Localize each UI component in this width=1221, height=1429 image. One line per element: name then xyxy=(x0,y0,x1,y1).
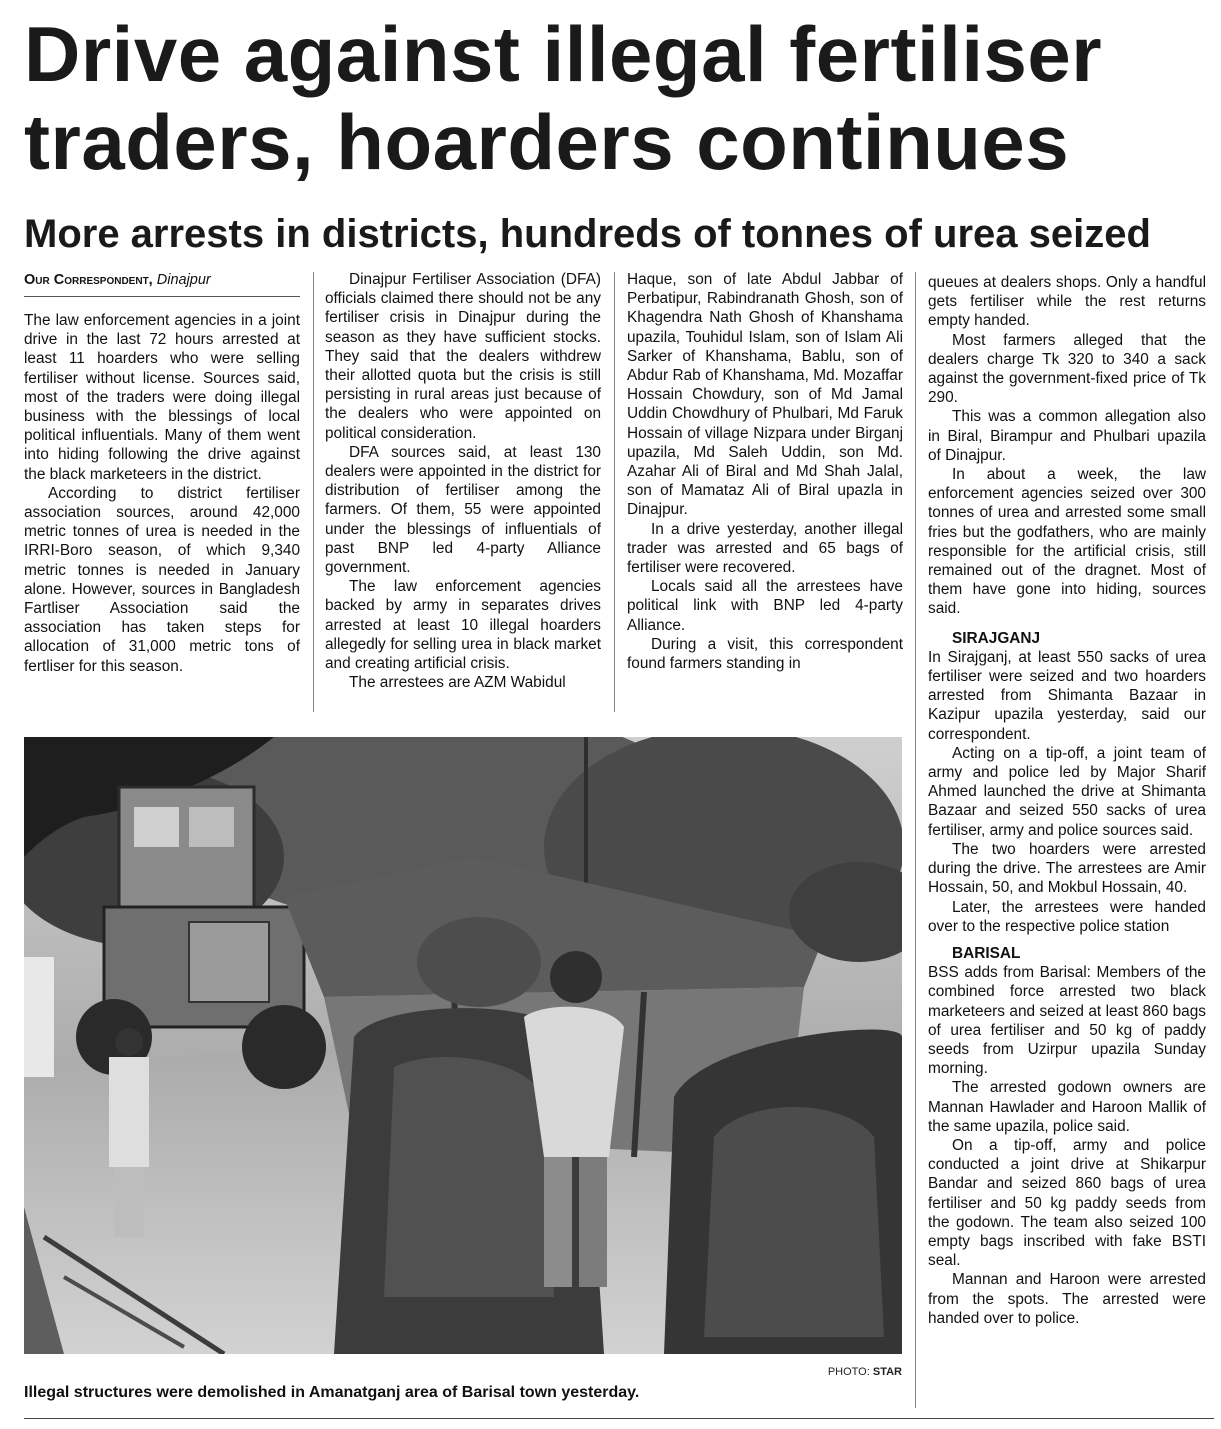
paragraph: Acting on a tip-off, a joint team of army and police led by Major Sharif Ahmed launched the drive at Shimanta Bazaar and seized 550 sacks of urea fertiliser, army and police sources said. xyxy=(928,744,1206,839)
paragraph: queues at dealers shops. Only a handful gets fertiliser while the rest returns empty handed. xyxy=(928,274,1206,330)
section-heading-barisal: BARISAL xyxy=(952,944,1021,962)
paragraph: The law enforcement agencies backed by army in separates drives arrested at least 10 illegal hoarders allegedly for selling urea in black market and creating artificial crisis. xyxy=(325,578,601,673)
paragraph: In about a week, the law enforcement agencies seized over 300 tonnes of urea and arrested some small fries but the godfathers, who are mainly responsible for the artificial crisis, still remained out of the dragnet. Most of them have gone into hiding, sources said. xyxy=(928,466,1206,618)
paragraph: During a visit, this correspondent found farmers standing in xyxy=(627,635,903,673)
paragraph: Locals said all the arrestees have political link with BNP led 4-party Alliance. xyxy=(627,578,903,634)
column-divider xyxy=(614,272,615,712)
paragraph: Dinajpur Fertiliser Association (DFA) officials claimed there should not be any fertiliser crisis in Dinajpur during the season as they have sufficient stocks. They said that the dealers withdrew their allotted quota but the crisis is still persisting in rural areas just because of the dealers who were appointed on political consideration. xyxy=(325,271,601,442)
paragraph: Most farmers alleged that the dealers charge Tk 320 to 340 a sack against the government-fixed price of Tk 290. xyxy=(928,331,1206,407)
column-divider xyxy=(313,272,314,712)
article-column-3 xyxy=(627,270,903,673)
headline-line-2: traders, hoarders continues xyxy=(24,98,1070,186)
spacer xyxy=(24,301,300,311)
photo-credit-source: STAR xyxy=(872,1366,902,1378)
headline xyxy=(24,10,1214,186)
byline-place: Dinajpur xyxy=(156,272,211,288)
byline-author: Our Correspondent, xyxy=(24,272,153,288)
paragraph: The arrestees are AZM Wabidul xyxy=(349,674,566,692)
paragraph: This was a common allegation also in Biral, Birampur and Phulbari upazila of Dinajpur. xyxy=(928,408,1206,464)
section-heading-sirajganj: SIRAJGANJ xyxy=(952,629,1041,647)
byline xyxy=(24,270,300,297)
paragraph: On a tip-off, army and police conducted a joint drive at Shikarpur Bandar and seized 860 bags of urea fertiliser and 50 kg paddy seeds from the godown. The team also seized 100 empty bags inscribed with fake BSTI seal. xyxy=(928,1136,1206,1270)
paragraph: In a drive yesterday, another illegal trader was arrested and 65 bags of fertiliser were recovered. xyxy=(627,520,903,577)
paragraph: Haque, son of late Abdul Jabbar of Perbatipur, Rabindranath Ghosh, son of Khagendra Nath Ghosh of Khanshama upazila, Touhidul Islam, son of Islam Ali Sarker of Khanshama, Bablu, son of Abdur Rab of Khanshama, Md. Mozaffar Hossain Chowdury, son of Md Jamal Uddin Chowdhury of Phulbari, Md Faruk Hossain of village Nizpara under Birganj upazila, Md Saleh Uddin, son Md. Azahar Ali of Biral and Md Shah Jalal, son of Mamataz Ali of Biral upazla in Dinajpur. xyxy=(627,271,903,519)
article-column-2 xyxy=(325,270,601,692)
article-column-1 xyxy=(24,270,300,676)
photo-caption: Illegal structures were demolished in Amanatganj area of Barisal town yesterday. xyxy=(24,1384,640,1401)
paragraph: Later, the arrestees were handed over to the respective police station xyxy=(928,898,1206,935)
column-divider xyxy=(915,272,916,1408)
news-photo xyxy=(24,737,902,1354)
photo-credit-prefix: PHOTO: xyxy=(827,1366,870,1378)
paragraph: The arrested godown owners are Mannan Hawlader and Haroon Mallik of the same upazila, police said. xyxy=(928,1079,1206,1135)
subheadline: More arrests in districts, hundreds of tonnes of urea seized xyxy=(24,212,1151,256)
headline-line-1: Drive against illegal fertiliser xyxy=(24,10,1103,98)
paragraph: BSS adds from Barisal: Members of the combined force arrested two black marketeers and seized at least 860 bags of urea fertiliser and 50 kg of paddy seeds from Uzirpur upazila Sunday morning. xyxy=(928,964,1206,1078)
paragraph: According to district fertiliser association sources, around 42,000 metric tonnes of urea is needed in the IRRI-Boro season, of which 9,340 metric tonnes is needed in January alone. However, sources in Bangladesh Fartliser Association said the association has taken steps for allocation of 31,000 metric tons of fertliser for this season. xyxy=(24,484,300,675)
paragraph: In Sirajganj, at least 550 sacks of urea fertiliser were seized and two hoarders arrested from Shimanta Bazaar in Kazipur upazila yesterday, said our correspondent. xyxy=(928,648,1206,743)
paragraph: Mannan and Haroon were arrested from the spots. The arrested were handed over to police. xyxy=(928,1271,1206,1327)
article-column-4 xyxy=(928,273,1206,1328)
bottom-rule xyxy=(24,1418,1214,1419)
paragraph: The law enforcement agencies in a joint drive in the last 72 hours arrested at least 11 hoarders who were selling fertiliser without license. Sources said, most of the traders were doing illegal business with the blessings of local political influentials. Many of them went into hiding following the drive against the black marketeers in the district. xyxy=(24,312,300,483)
news-photo-illustration xyxy=(24,737,902,1354)
paragraph: DFA sources said, at least 130 dealers were appointed in the district for distribution of fertiliser among the farmers. Of them, 55 were appointed under the blessings of influentials of past BNP led 4-party Alliance government. xyxy=(325,443,601,577)
photo-credit xyxy=(780,1366,902,1378)
paragraph: The two hoarders were arrested during the drive. The arrestees are Amir Hossain, 50, and Mokbul Hossain, 40. xyxy=(928,840,1206,897)
